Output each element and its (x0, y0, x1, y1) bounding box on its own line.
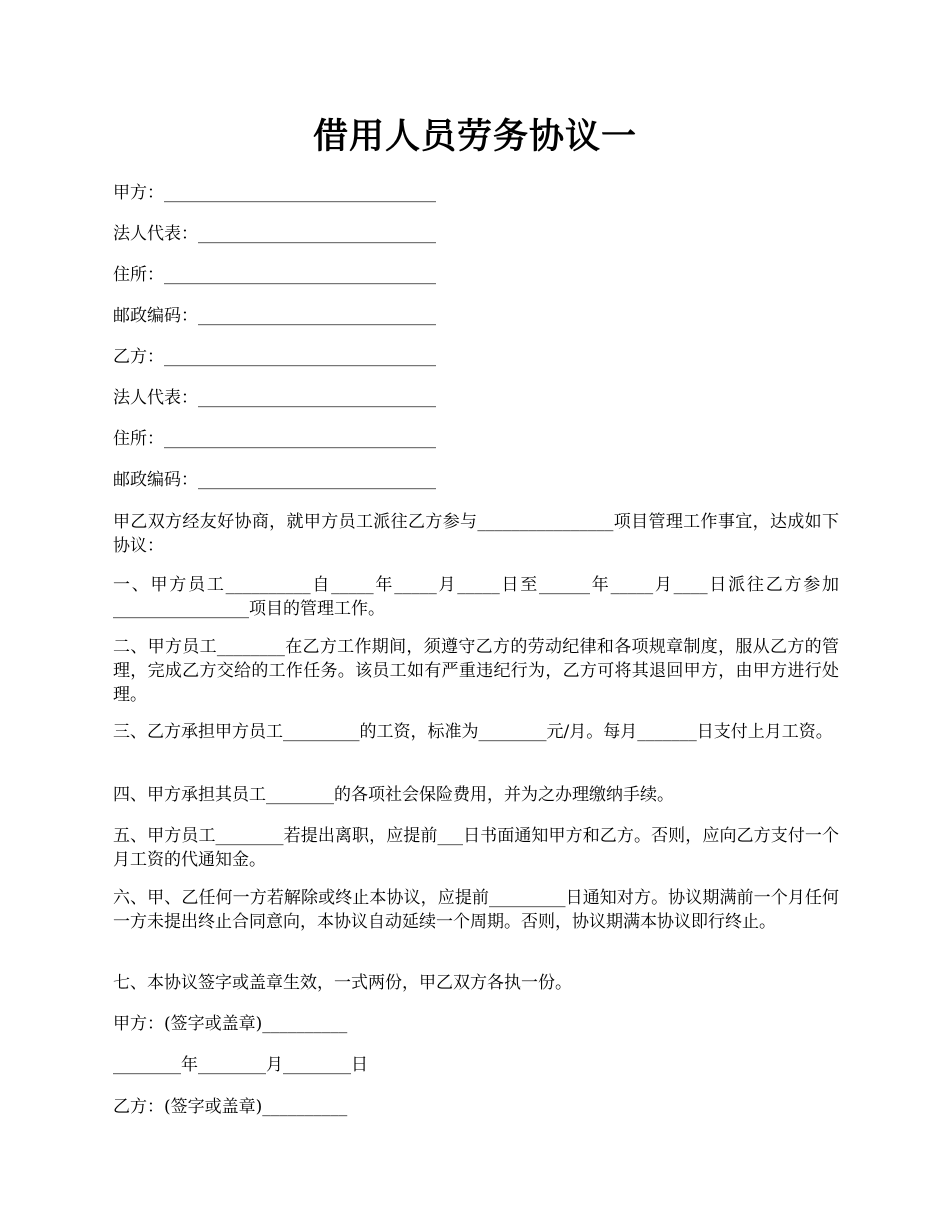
party-a-name-field: 甲方：________________________________ (113, 183, 436, 203)
party-b-legal-rep-field: 法人代表：____________________________ (113, 388, 436, 408)
clause-4-paragraph: 四、甲方承担其员工________的各项社会保险费用，并为之办理缴纳手续。 (113, 785, 674, 805)
clause-7-paragraph: 七、本协议签字或盖章生效，一式两份，甲乙双方各执一份。 (113, 973, 572, 993)
clause-5-paragraph: 五、甲方员工________若提出离职，应提前___日书面通知甲方和乙方。否则，应向乙方支付一个月工资的代通知金。 (113, 826, 839, 870)
party-a-postcode-field: 邮政编码：____________________________ (113, 306, 436, 326)
party-a-legal-rep-field: 法人代表：____________________________ (113, 224, 436, 244)
party-a-address-field: 住所：________________________________ (113, 265, 436, 285)
clause-1-paragraph: 一、甲方员工__________自_____年_____月_____日至______年_____月____日派往乙方参加________________项目的管理工作。 (113, 575, 839, 619)
document-title: 借用人员劳务协议一 (312, 116, 637, 157)
party-b-postcode-field: 邮政编码：____________________________ (113, 470, 436, 490)
signature-date-line: ________年________月________日 (113, 1055, 368, 1075)
party-b-address-field: 住所：________________________________ (113, 429, 436, 449)
party-b-signature-line: 乙方：(签字或盖章)__________ (113, 1097, 348, 1117)
clause-2-paragraph: 二、甲方员工________在乙方工作期间，须遵守乙方的劳动纪律和各项规章制度，服从乙方的管理，完成乙方交给的工作任务。该员工如有严重违纪行为，乙方可将其退回甲方，由甲方进行处理。 (113, 637, 839, 705)
party-a-signature-line: 甲方：(签字或盖章)__________ (113, 1014, 348, 1034)
preamble-paragraph: 甲乙双方经友好协商，就甲方员工派往乙方参与________________项目管理工作事宜，达成如下协议： (113, 512, 839, 556)
clause-6-paragraph: 六、甲、乙任何一方若解除或终止本协议，应提前_________日通知对方。协议期满前一个月任何一方未提出终止合同意向，本协议自动延续一个周期。否则，协议期满本协议即行终止。 (113, 888, 839, 932)
clause-3-paragraph: 三、乙方承担甲方员工_________的工资，标准为________元/月。每月_______日支付上月工资。 (113, 722, 833, 742)
party-b-name-field: 乙方：________________________________ (113, 347, 436, 367)
